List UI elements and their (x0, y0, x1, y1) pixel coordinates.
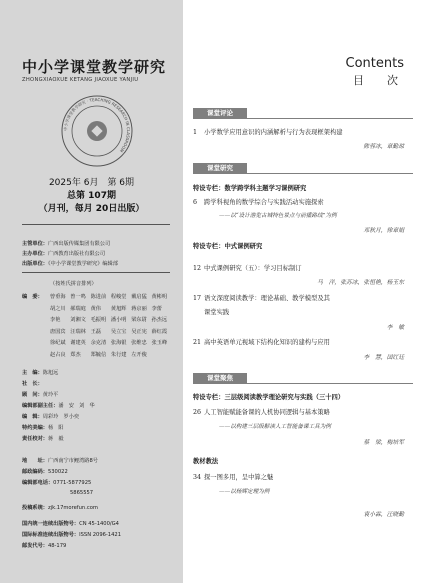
board-note: （按姓氏拼音排列） (50, 281, 97, 287)
contact-line: 邮发代号：48-179 (22, 543, 67, 549)
journal-seal-icon (60, 94, 134, 168)
feature-column: 特设专栏：三层级阅读教学理论研究与实践（三十四） (193, 394, 345, 401)
board-member-name: 唐国宾 (50, 328, 66, 335)
toc-author: 袁小霖，汪晓勤 (363, 512, 404, 518)
board-member-name: 孙杰远 (151, 317, 168, 324)
board-member-name: 吴正宪 (131, 328, 147, 335)
section-header (193, 163, 413, 174)
board-member-name: 毛振明 (90, 317, 107, 324)
board-names (50, 292, 172, 362)
board-member-name: 黄旭辉 (110, 305, 127, 312)
board-member-name: 郝瑞庭 (70, 305, 86, 312)
divider (22, 272, 170, 273)
staff-line: 责任校对：蒋 毅 (22, 436, 64, 442)
board-member-name: 汪瑞林 (70, 328, 86, 335)
publisher-line: 主办单位：广西教育出版社有限公司 (22, 251, 106, 257)
section-header (193, 108, 413, 119)
board-member-name: 蒋京丽 (131, 305, 147, 312)
toc-entry[interactable]: 6 跨学科视角的数学综合与实践活动实施探索 (193, 199, 324, 206)
board-label: 编 委： (22, 294, 43, 300)
board-member-name: 朱行建 (110, 351, 127, 358)
section-label: 课堂聚焦 (193, 373, 247, 384)
staff-line: 编 辑：周彩玲 罗小奕 (22, 414, 80, 420)
board-member-name: 梁东尉 (131, 317, 147, 324)
column-title: 教材教法 (193, 458, 219, 465)
board-member-name: 黄彬明 (151, 294, 168, 300)
contact-line: 5865557 (70, 490, 94, 496)
issue-date: 2025年 6月 第 6期 (48, 178, 135, 188)
board-member-name: 张海银 (110, 340, 127, 347)
feature-column: 特设专栏：中式课例研究 (193, 243, 263, 250)
contents-title-en: Contents (345, 56, 404, 71)
issue-total: 总第 107期 (67, 191, 116, 201)
board-member-name: 李蕾 (151, 305, 162, 312)
board-member-name: 张玉峰 (151, 340, 168, 347)
staff-line: 顾 问：黄玲平 (22, 392, 59, 398)
board-member-name: 李艳 (50, 317, 61, 324)
divider (22, 224, 170, 225)
contact-line: 国内统一连续出版物号：CN 45-1400/G4 (22, 521, 119, 527)
issue-frequency: （月刊，每月 20日出版） (38, 204, 145, 214)
contact-line: 编辑部电话：0771-5877925 (22, 480, 92, 486)
board-member-name: 薛红霞 (151, 328, 168, 335)
board-member-name: 曾一鸣 (70, 294, 86, 300)
publisher-line: 出版单位：《中小学课堂教学研究》编辑部 (22, 261, 118, 267)
toc-entry[interactable]: 1 小学数学应用意识的内涵解析与行为表现框架构建 (193, 129, 343, 136)
toc-subtitle: ——以“设计游览古城特色景点与前播路线”为例 (219, 213, 337, 219)
toc-author: 李 慧，国红廷 (363, 355, 404, 361)
board-member-name: 陈进前 (90, 294, 107, 300)
contact-line: 国际标准连续出版物号：ISSN 2096-1421 (22, 532, 121, 538)
board-member-name: 郑毓信 (90, 351, 107, 358)
section-label: 课堂评论 (193, 108, 247, 119)
staff-line: 主 编：陈旭远 (22, 370, 59, 376)
toc-entry[interactable]: 12 中式课例研究（五）：学习目标制订 (193, 265, 302, 272)
publisher-line: 主管单位：广西出版传媒集团有限公司 (22, 241, 111, 247)
board-member-name: 黄伟 (90, 305, 101, 312)
board-member-name: 刘湘文 (70, 317, 86, 324)
contact-line: 投稿系统：zjk.17morefun.com (22, 505, 98, 511)
toc-author: 马 洋，张苏冰，张恒艳，杨玉东 (317, 280, 404, 286)
staff-line: 社 长： (22, 381, 43, 387)
contact-line: 地 址：广西南宁市鲤湾路8号 (22, 458, 98, 464)
board-member-name: 谢建英 (70, 340, 86, 347)
masthead-panel (0, 0, 183, 583)
contents-title-cn: 目 次 (353, 74, 404, 87)
board-member-name: 左开俊 (131, 351, 147, 358)
section-header (193, 373, 413, 384)
board-member-name: 程峻堂 (110, 294, 127, 300)
toc-entry[interactable]: 17 语文深度阅读教学：理论基础、教学模型及其 (193, 295, 330, 302)
journal-pinyin: ZHONGXIAOXUE KETANG JIAOXUE YANJIU (22, 77, 139, 83)
board-member-name: 赵占良 (50, 351, 66, 358)
staff-line: 特约美编：杨 阳 (22, 425, 64, 431)
toc-entry-continued: 课堂实践 (204, 309, 230, 316)
seal-text: 中小学课堂教学研究 · TEACHING RESEARCH IN CLASSROOM (62, 96, 132, 154)
toc-entry[interactable]: 21 高中英语单元视域下结构化知识的建构与应用 (193, 339, 330, 346)
board-member-name: 胡之川 (50, 305, 66, 312)
board-member-name: 曾垂海 (50, 294, 66, 300)
toc-author: 李 敏 (386, 325, 404, 331)
board-member-name: 潘小明 (110, 317, 127, 324)
toc-entry[interactable]: 26 人工智能赋能备课的人机协同逻辑与基本策略 (193, 409, 330, 416)
board-member-name: 徐纪斌 (50, 340, 66, 347)
board-member-name: 张维忠 (131, 340, 147, 347)
board-member-name: 余克清 (90, 340, 107, 347)
toc-author: 蔡 梁，梅培军 (363, 440, 404, 446)
toc-author: 陈蓉冰，章勤琼 (363, 144, 404, 150)
board-member-name: 王磊 (90, 328, 101, 335)
board-member-name: 吴立宝 (110, 328, 127, 335)
contents-panel (183, 0, 427, 583)
board-member-name: 戴启猛 (131, 294, 147, 300)
contact-line: 邮政编码：530022 (22, 469, 68, 475)
feature-column: 特设专栏：数学跨学科主题学习课例研究 (193, 185, 307, 192)
toc-entry[interactable]: 34 探一图多用，呈中算之魅 (193, 474, 274, 481)
board-member-name (151, 350, 171, 362)
toc-author: 邓秋月，徐章娟 (363, 228, 404, 234)
toc-subtitle: ——以杨辉定理为例 (219, 489, 270, 495)
staff-line: 编辑部副主任：潘 安 刘 华 (22, 403, 95, 409)
journal-logo: 中小学课堂教学研究 (22, 58, 167, 76)
board-member-name: 郑杰 (70, 351, 81, 358)
section-label: 课堂研究 (193, 163, 247, 174)
toc-subtitle: ——以构建三层级解读人工智能备课工具为例 (219, 424, 331, 430)
